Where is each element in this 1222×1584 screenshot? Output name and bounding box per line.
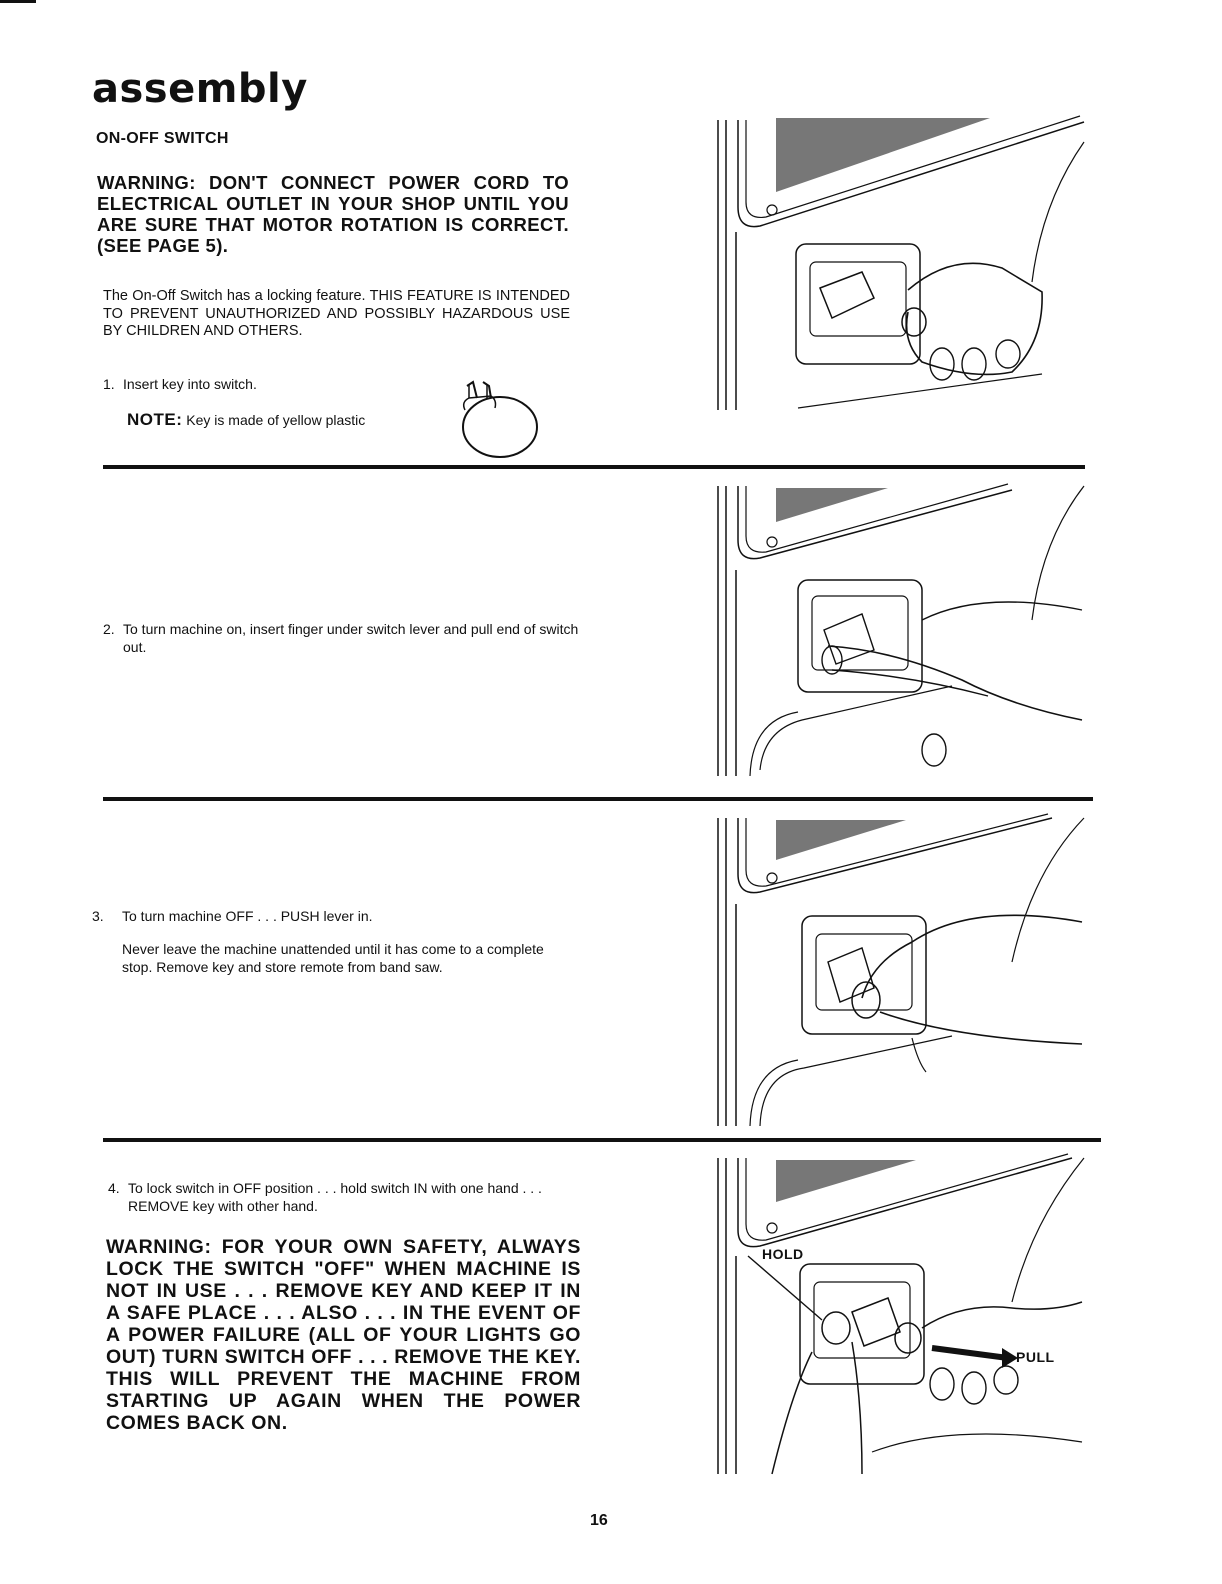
- step-3-text: To turn machine OFF . . . PUSH lever in.: [122, 908, 373, 924]
- step-2: [103, 620, 583, 656]
- figure-turn-on: [712, 480, 1092, 780]
- step-4-text: To lock switch in OFF position . . . hold switch IN with one hand . . . REMOVE key with other hand.: [128, 1180, 542, 1214]
- warning-lock-switch: WARNING: FOR YOUR OWN SAFETY, ALWAYS LOCK THE SWITCH "OFF" WHEN MACHINE IS NOT IN USE . . . REMOVE KEY AND KEEP IT IN A SAFE PLACE . . . ALSO . . . IN THE EVENT OF A POWER FAILURE (ALL OF YOUR LIGHTS GO OUT) TURN SWITCH OFF . . . REMOVE THE KEY. THIS WILL PREVENT THE MACHINE FROM STARTING UP AGAIN WHEN THE POWER COMES BACK ON.: [106, 1236, 581, 1434]
- step-1-text: Insert key into switch.: [123, 376, 257, 392]
- step-4-number: 4.: [108, 1180, 120, 1196]
- figure-label-pull: PULL: [1016, 1349, 1055, 1365]
- step-4: [108, 1179, 588, 1215]
- step-2-number: 2.: [103, 621, 115, 637]
- step-1-number: 1.: [103, 376, 115, 392]
- yellow-key-icon: [455, 380, 545, 465]
- section-divider: [103, 1138, 1101, 1142]
- page-number: 16: [590, 1512, 608, 1529]
- note-text: Key is made of yellow plastic: [186, 412, 366, 428]
- figure-insert-key: [712, 112, 1092, 414]
- note-label: NOTE:: [127, 410, 183, 429]
- section-heading: ON-OFF SWITCH: [96, 130, 229, 147]
- figure-lock-switch: [712, 1152, 1092, 1478]
- step-3-number: 3.: [92, 908, 104, 924]
- step-3-note: Never leave the machine unattended until it has come to a complete stop. Remove key and store remote from band saw.: [122, 941, 544, 975]
- figure-label-hold: HOLD: [762, 1246, 804, 1262]
- warning-power-cord: WARNING: DON'T CONNECT POWER CORD TO ELECTRICAL OUTLET IN YOUR SHOP UNTIL YOU ARE SURE THAT MOTOR ROTATION IS CORRECT. (SEE PAGE 5).: [97, 172, 569, 256]
- scan-corner-mark: [0, 0, 36, 3]
- figure-turn-off: [712, 812, 1092, 1130]
- note: [127, 410, 365, 430]
- page-title: assembly: [92, 66, 308, 112]
- intro-paragraph: The On-Off Switch has a locking feature. THIS FEATURE IS INTENDED TO PREVENT UNAUTHORIZED AND POSSIBLY HAZARDOUS USE BY CHILDREN AND OTHERS.: [103, 288, 570, 339]
- step-3: [92, 907, 572, 925]
- section-divider: [103, 797, 1093, 801]
- step-2-text: To turn machine on, insert finger under switch lever and pull end of switch out.: [123, 621, 579, 655]
- section-divider: [103, 465, 1085, 469]
